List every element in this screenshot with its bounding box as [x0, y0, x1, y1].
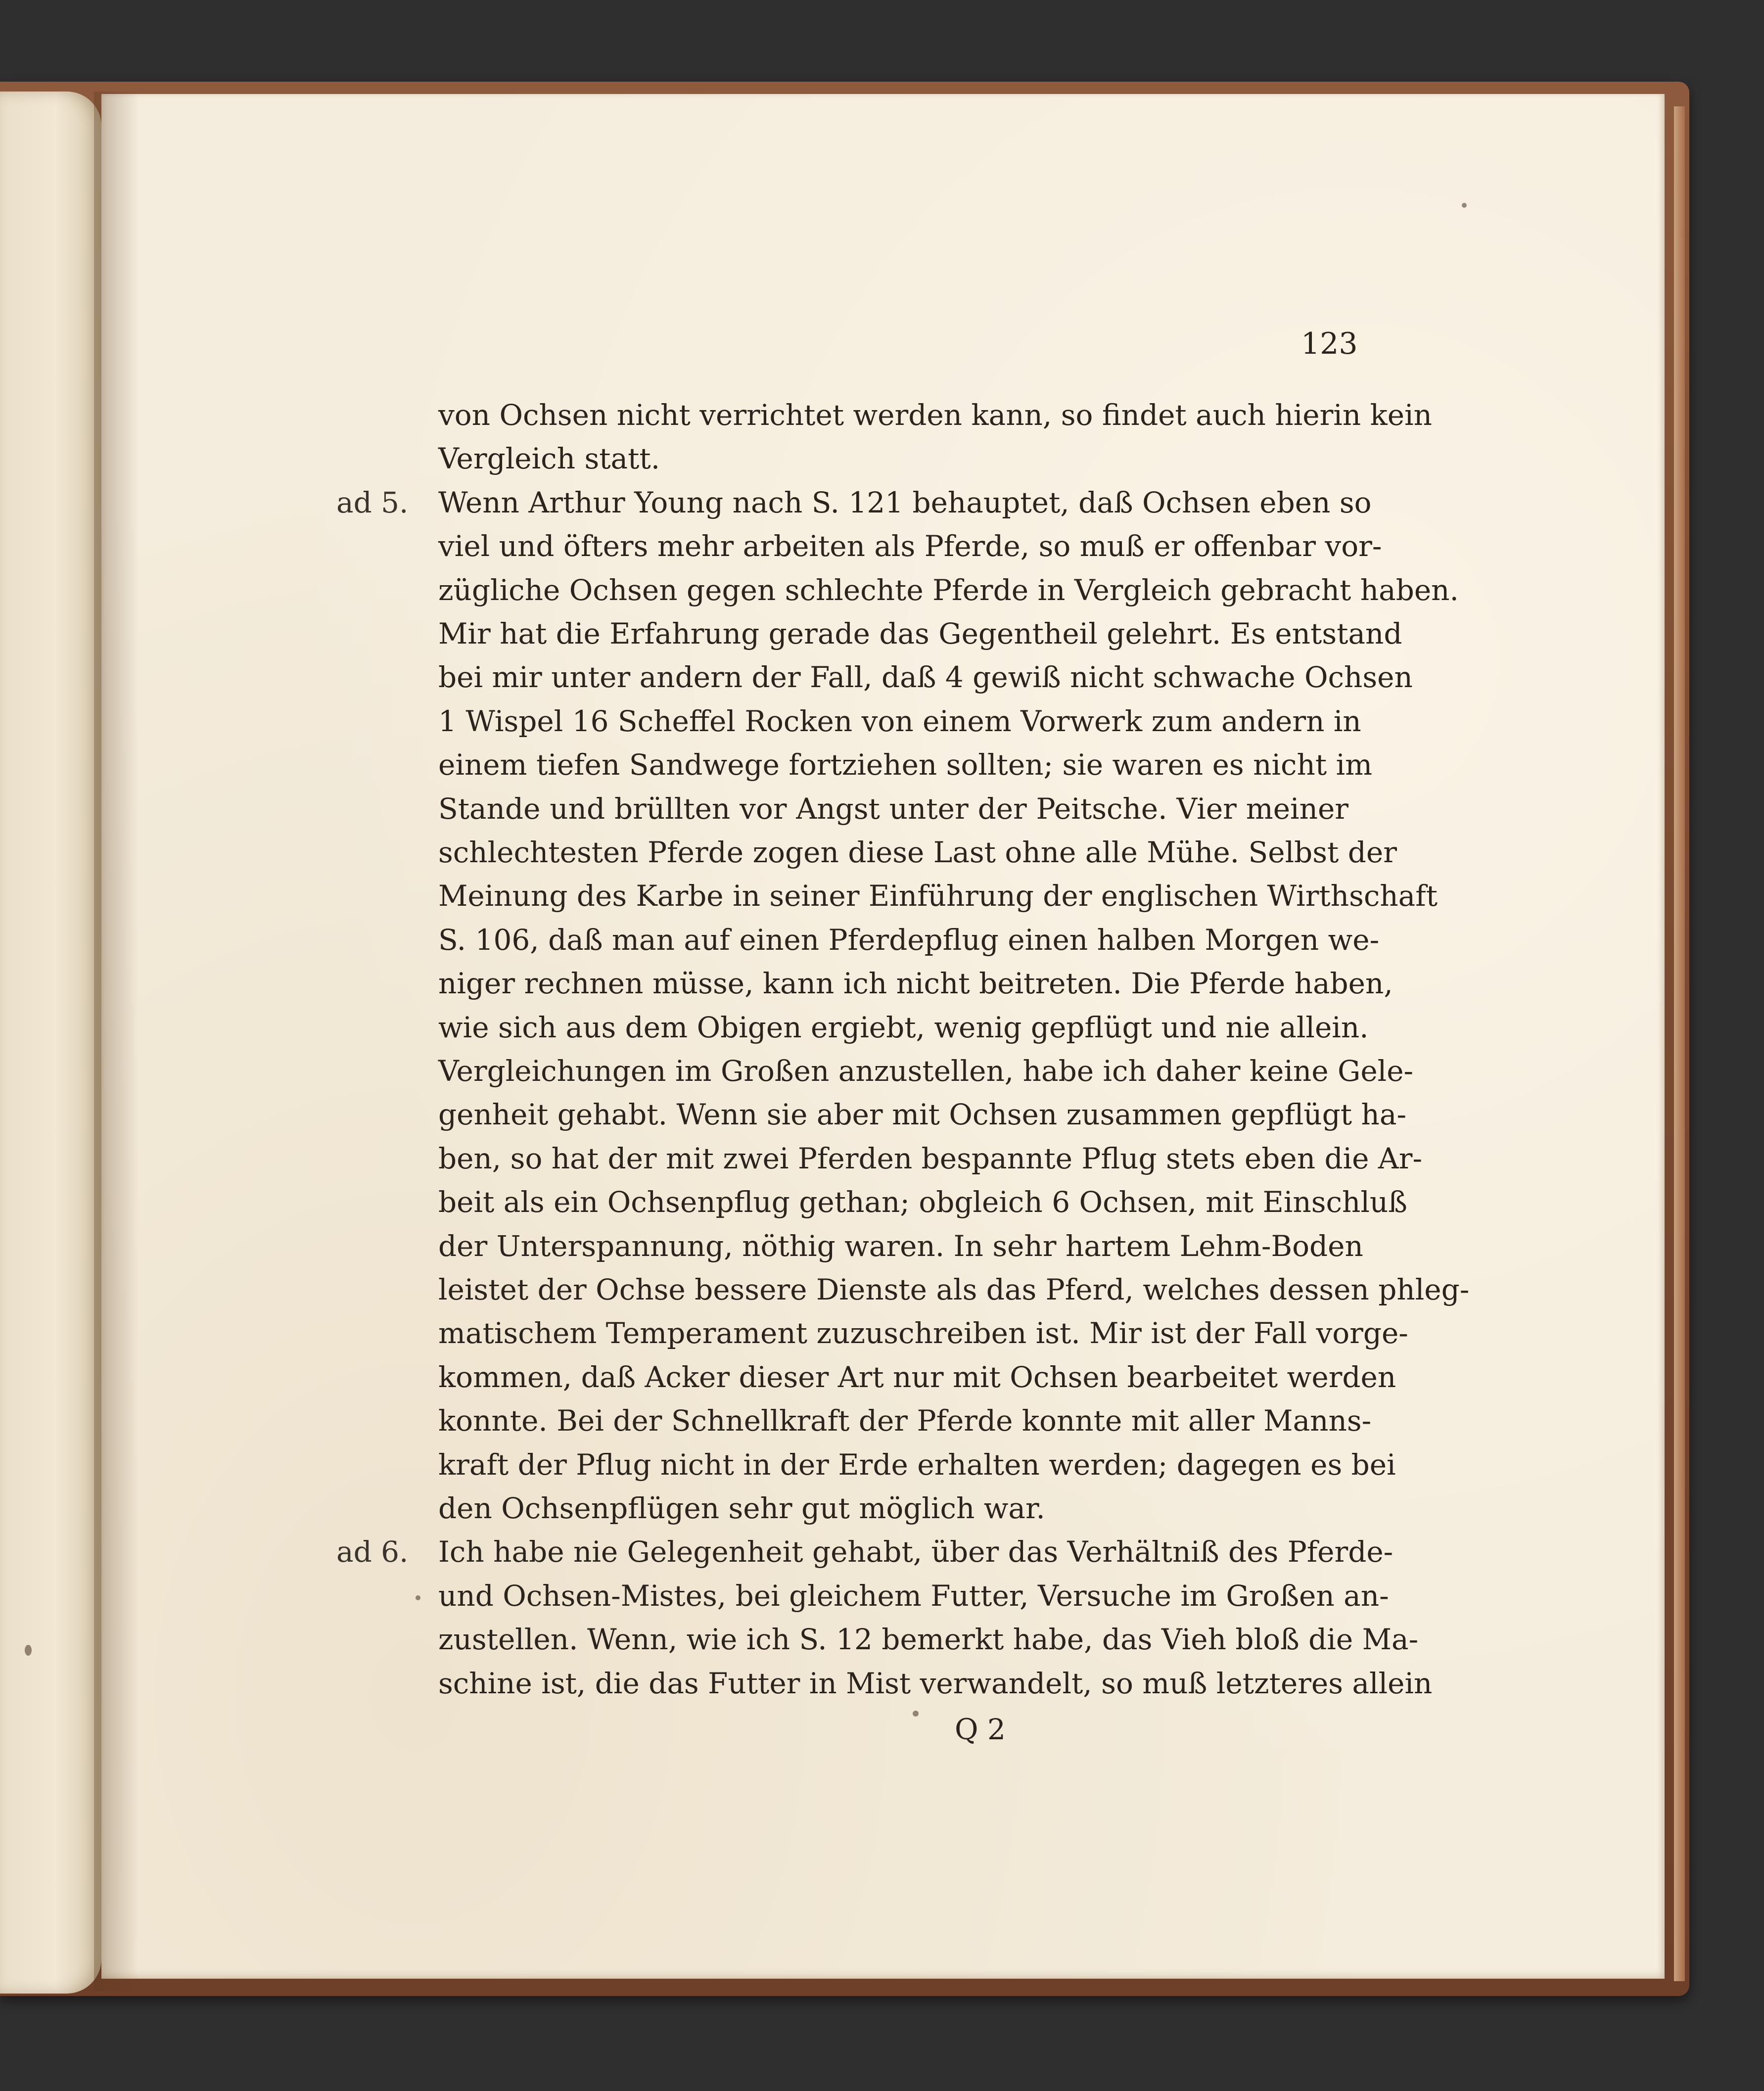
text-line: der Unterspannung, nöthig waren. In sehr hartem Lehm-Boden — [438, 1229, 1363, 1263]
paragraph-marker: ad 6. — [336, 1535, 409, 1569]
text-line: niger rechnen müsse, kann ich nicht beitreten. Die Pferde haben, — [438, 967, 1393, 1001]
text-line: Vergleich statt. — [438, 442, 660, 476]
text-line: schlechtesten Pferde zogen diese Last ohne alle Mühe. Selbst der — [438, 836, 1397, 869]
text-line: konnte. Bei der Schnellkraft der Pferde konnte mit aller Manns- — [438, 1404, 1372, 1438]
text-line: Vergleichungen im Großen anzustellen, habe ich daher keine Gele- — [438, 1054, 1414, 1088]
text-line: viel und öfters mehr arbeiten als Pferde, so muß er offenbar vor- — [438, 529, 1382, 563]
text-line: genheit gehabt. Wenn sie aber mit Ochsen zusammen gepflügt ha- — [438, 1098, 1407, 1132]
paragraph-marker: ad 5. — [336, 485, 409, 519]
text-line: Mir hat die Erfahrung gerade das Gegentheil gelehrt. Es entstand — [438, 617, 1402, 651]
paper-speck — [1462, 203, 1467, 208]
text-line: matischem Temperament zuzuschreiben ist. Mir ist der Fall vorge- — [438, 1316, 1408, 1350]
text-line: 1 Wispel 16 Scheffel Rocken von einem Vorwerk zum andern in — [438, 704, 1361, 738]
page-number: 123 — [1301, 326, 1358, 361]
text-line: bei mir unter andern der Fall, daß 4 gewiß nicht schwache Ochsen — [438, 660, 1413, 695]
text-line: leistet der Ochse bessere Dienste als das Pferd, welches dessen phleg- — [438, 1273, 1470, 1306]
text-line: Meinung des Karbe in seiner Einführung der englischen Wirthschaft — [438, 879, 1438, 913]
signature-mark: Q 2 — [955, 1713, 1006, 1746]
text-line: schine ist, die das Futter in Mist verwandelt, so muß letzteres allein — [438, 1666, 1433, 1700]
text-line: und Ochsen-Mistes, bei gleichem Futter, Versuche im Großen an- — [438, 1579, 1389, 1613]
text-line: den Ochsenpflügen sehr gut möglich war. — [438, 1491, 1045, 1525]
text-line: Wenn Arthur Young nach S. 121 behauptet, daß Ochsen eben so — [438, 485, 1372, 519]
text-line: S. 106, daß man auf einen Pferdepflug einen halben Morgen we- — [438, 923, 1380, 957]
paper-speck — [913, 1711, 919, 1717]
text-line: kraft der Pflug nicht in der Erde erhalten werden; dagegen es bei — [438, 1447, 1396, 1482]
text-line: Ich habe nie Gelegenheit gehabt, über das Verhältniß des Pferde- — [438, 1535, 1393, 1569]
text-line: ben, so hat der mit zwei Pferden bespannte Pflug stets eben die Ar- — [438, 1141, 1423, 1175]
text-line: kommen, daß Acker dieser Art nur mit Ochsen bearbeitet werden — [438, 1360, 1396, 1394]
text-line: zügliche Ochsen gegen schlechte Pferde in Vergleich gebracht haben. — [438, 573, 1459, 607]
paper-speck — [25, 1645, 32, 1656]
paper-speck — [416, 1595, 420, 1600]
text-line: einem tiefen Sandwege fortziehen sollten; sie waren es nicht im — [438, 748, 1373, 782]
text-line: beit als ein Ochsenpflug gethan; obgleich 6 Ochsen, mit Einschluß — [438, 1185, 1408, 1219]
text-line: wie sich aus dem Obigen ergiebt, wenig gepflügt und nie allein. — [438, 1010, 1369, 1044]
text-line: zustellen. Wenn, wie ich S. 12 bemerkt habe, das Vieh bloß die Ma- — [438, 1623, 1419, 1657]
text-line: Stande und brüllten vor Angst unter der Peitsche. Vier meiner — [438, 791, 1348, 826]
text-line: von Ochsen nicht verrichtet werden kann, so findet auch hierin kein — [438, 398, 1433, 432]
